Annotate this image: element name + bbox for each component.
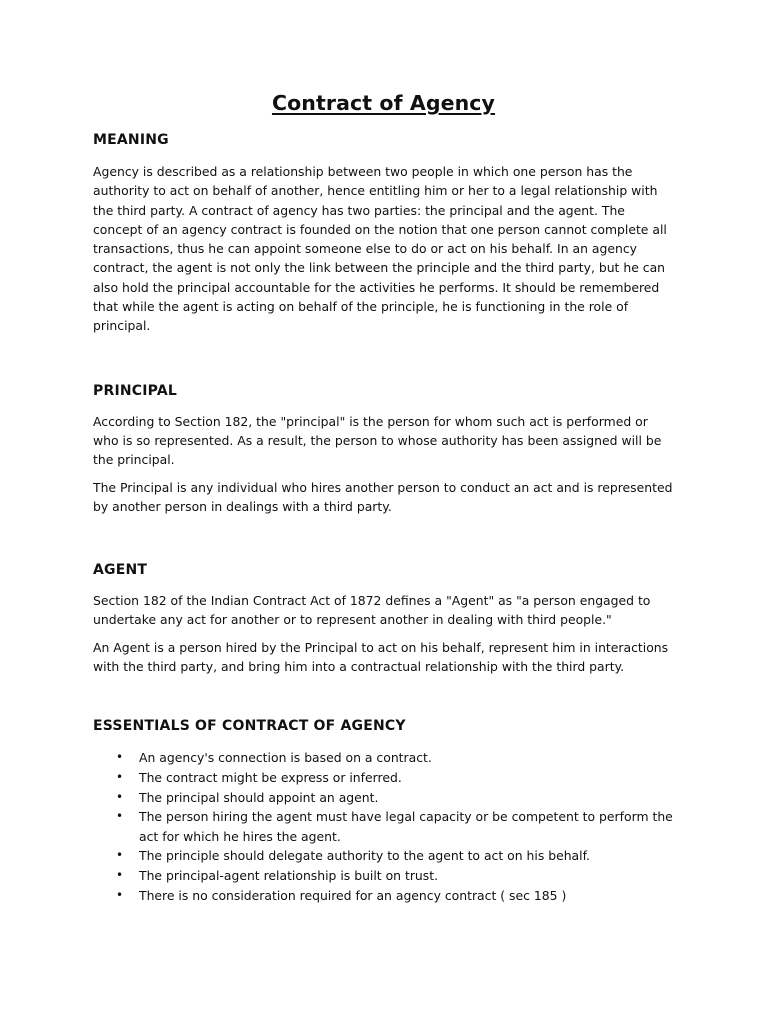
meaning-paragraph: Agency is described as a relationship between two people in which one person has the authority to act on behalf of another, hence entitling him or her to a legal relationship with the third party. A contract of agency has two parties: the principal and the agent. The concept of an agency contract is founded on the notion that one person cannot complete all transactions, thus he can appoint someone else to do or act on his behalf. In an agency contract, the agent is not only the link between the principle and the third party, but he can also hold the principal accountable for the activities he performs. It should be remembered that while the agent is acting on behalf of the principle, he is functioning in the role of principal. xyxy=(93,164,667,334)
document-title: Contract of Agency xyxy=(271,91,496,115)
list-item-text: The person hiring the agent must have legal capacity or be competent to perform the act for which he hires the agent. xyxy=(139,809,673,844)
list-item xyxy=(93,788,674,808)
list-item xyxy=(93,886,674,906)
list-item-text: The principal-agent relationship is built on trust. xyxy=(139,867,439,883)
list-item xyxy=(93,748,674,768)
bullet-icon: • xyxy=(116,789,124,804)
bullet-icon: • xyxy=(116,809,124,824)
heading-essentials: ESSENTIALS OF CONTRACT OF AGENCY xyxy=(93,718,406,735)
bullet-icon: • xyxy=(116,750,124,765)
heading-meaning: MEANING xyxy=(93,132,169,148)
list-item xyxy=(93,846,674,866)
principal-paragraph-2: The Principal is any individual who hires another person to conduct an act and is represented by another person in dealings with a third party. xyxy=(93,479,673,514)
list-item-text: The principal should appoint an agent. xyxy=(139,789,379,805)
bullet-icon: • xyxy=(116,887,124,902)
heading-principal: PRINCIPAL xyxy=(93,382,177,399)
section-principal xyxy=(93,381,674,516)
list-item-text: The contract might be express or inferred. xyxy=(139,769,402,785)
bullet-icon: • xyxy=(116,848,124,863)
bullet-icon: • xyxy=(116,867,124,882)
list-item-text: There is no consideration required for an agency contract ( sec 185 ) xyxy=(139,887,567,903)
essentials-list xyxy=(93,748,674,905)
section-agent xyxy=(93,560,674,676)
heading-agent: AGENT xyxy=(93,562,148,579)
list-item xyxy=(93,807,674,846)
section-meaning xyxy=(93,130,674,336)
list-item xyxy=(93,866,674,886)
list-item-text: The principle should delegate authority to the agent to act on his behalf. xyxy=(139,848,590,864)
agent-paragraph-2: An Agent is a person hired by the Principal to act on his behalf, represent him in interactions with the third party, and bring him into a contractual relationship with the third party. xyxy=(93,639,669,675)
bullet-icon: • xyxy=(116,769,124,784)
agent-paragraph-1: Section 182 of the Indian Contract Act of 1872 defines a "Agent" as "a person engaged to undertake any act for another or to represent another in dealing with third people." xyxy=(93,593,651,628)
list-item xyxy=(93,768,674,788)
principal-paragraph-1: According to Section 182, the "principal" is the person for whom such act is performed or who is so represented. As a result, the person to whose authority has been assigned will be the principal. xyxy=(93,413,662,468)
list-item-text: An agency's connection is based on a contract. xyxy=(139,750,432,766)
section-essentials xyxy=(93,716,674,905)
